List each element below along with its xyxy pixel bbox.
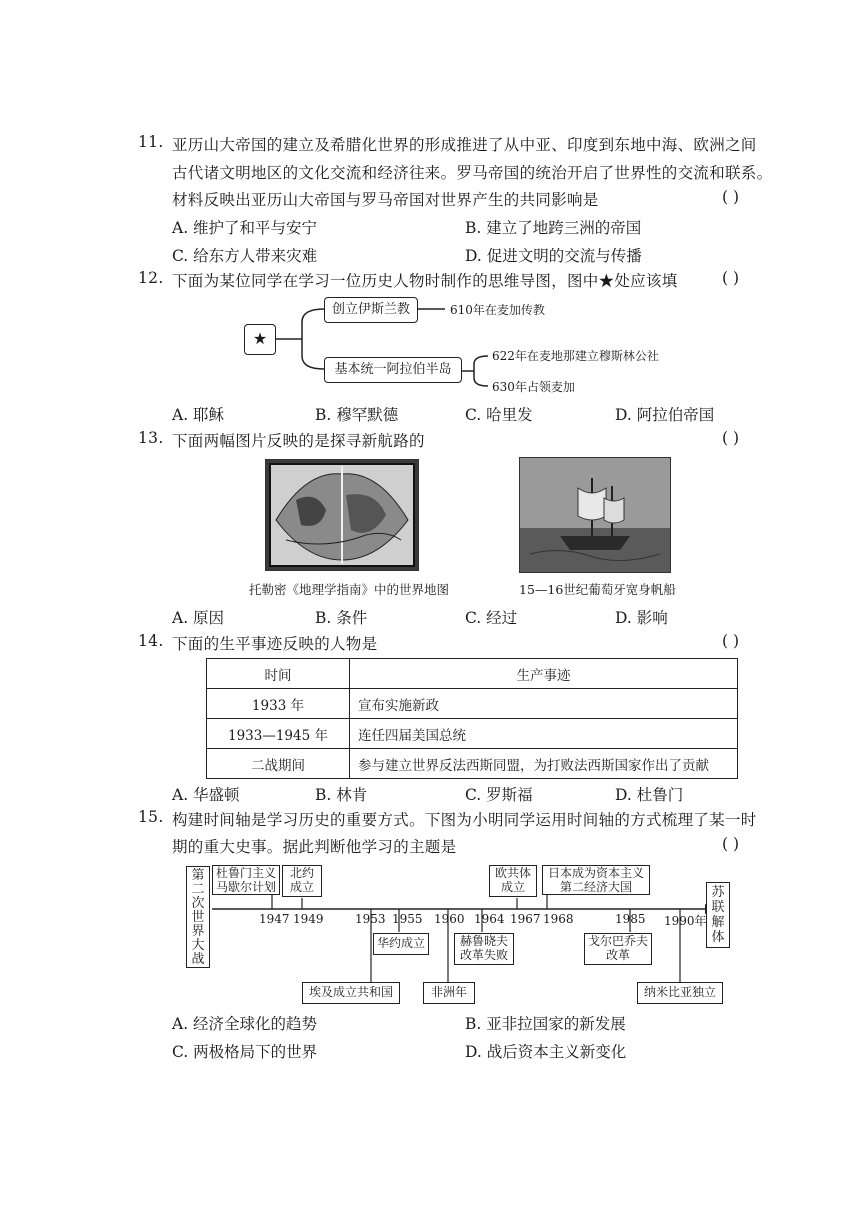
q12-option-c: C. 哈里发: [465, 406, 533, 424]
ship-caption: 15—16世纪葡萄牙宽身帆船: [519, 582, 676, 597]
table-header-row: [207, 659, 738, 689]
map-caption: 托勒密《地理学指南》中的世界地图: [249, 582, 450, 597]
q12-answer-paren: ( ): [722, 269, 740, 287]
q12-node2-note2: 630年占领麦加: [492, 380, 575, 394]
year-1953: 1953: [355, 912, 386, 926]
q11-option-c: C. 给东方人带来灾难: [172, 247, 318, 265]
event-japan-economy: 日本成为资本主义 第二经济大国: [542, 865, 650, 895]
q15-line1: 构建时间轴是学习历史的重要方式。下图为小明同学运用时间轴的方式梳理了某一时: [172, 811, 757, 829]
event-africa-year: 非洲年: [423, 982, 475, 1004]
year-1968: 1968: [543, 912, 574, 926]
biography-table: [206, 658, 738, 779]
year-1960: 1960: [434, 912, 465, 926]
q15-option-c: C. 两极格局下的世界: [172, 1043, 318, 1061]
year-1985: 1985: [615, 912, 646, 926]
event-nato: 北约 成立: [282, 865, 322, 897]
q15-option-b: B. 亚非拉国家的新发展: [465, 1015, 626, 1033]
portuguese-carrack-ship-image: [519, 457, 671, 573]
table-row: [207, 689, 738, 719]
table-cell-time: 1933 年: [207, 689, 350, 719]
q14-option-a: A. 华盛顿: [172, 786, 240, 804]
year-1955: 1955: [392, 912, 423, 926]
event-namibia-independence: 纳米比亚独立: [637, 982, 723, 1004]
q12-node-arabia: 基本统一阿拉伯半岛: [324, 357, 462, 383]
year-1947: 1947: [259, 912, 290, 926]
q15-option-d: D. 战后资本主义新变化: [465, 1043, 627, 1061]
table-row: [207, 749, 738, 779]
q14-option-b: B. 林肯: [315, 786, 368, 804]
q11-option-d: D. 促进文明的交流与传播: [465, 247, 642, 265]
year-1964: 1964: [474, 912, 505, 926]
event-warsaw-pact: 华约成立: [373, 933, 429, 955]
table-row: [207, 719, 738, 749]
q12-node2-note1: 622年在麦地那建立穆斯林公社: [492, 349, 659, 363]
q15-number: 15.: [138, 808, 164, 826]
table-cell-deed: 参与建立世界反法西斯同盟，为打败法西斯国家作出了贡献: [350, 749, 738, 779]
q14-option-c: C. 罗斯福: [465, 786, 533, 804]
q12-node-islam: 创立伊斯兰教: [324, 297, 418, 323]
year-1990: 1990年: [664, 914, 707, 928]
q11-option-b: B. 建立了地跨三洲的帝国: [465, 219, 642, 237]
q11-number: 11.: [138, 133, 164, 151]
table-cell-deed: 宣布实施新政: [350, 689, 738, 719]
timeline-end-ussr-dissolution: 苏联解体: [706, 882, 730, 948]
q11-line3: 材料反映出亚历山大帝国与罗马帝国对世界产生的共同影响是: [172, 191, 599, 209]
q15-answer-paren: ( ): [722, 835, 740, 853]
table-cell-time: 二战期间: [207, 749, 350, 779]
ptolemy-world-map-image: [265, 459, 419, 571]
q13-option-d: D. 影响: [615, 609, 668, 627]
q12-node1-note: 610年在麦加传教: [450, 303, 545, 317]
q13-option-a: A. 原因: [172, 609, 225, 627]
year-1967: 1967: [510, 912, 541, 926]
year-1949: 1949: [293, 912, 324, 926]
q12-option-a: A. 耶稣: [172, 406, 225, 424]
q13-text: 下面两幅图片反映的是探寻新航路的: [172, 432, 425, 450]
table-header-time: 时间: [207, 659, 350, 689]
q11-line2: 古代诸文明地区的文化交流和经济往来。罗马帝国的统治开启了世界性的交流和联系。: [172, 164, 773, 182]
q14-answer-paren: ( ): [722, 632, 740, 650]
q11-line1: 亚历山大帝国的建立及希腊化世界的形成推进了从中亚、印度到东地中海、欧洲之间: [172, 136, 757, 154]
q14-text: 下面的生平事迹反映的人物是: [172, 635, 378, 653]
q13-option-c: C. 经过: [465, 609, 518, 627]
event-khrushchev-reform: 赫鲁晓夫 改革失败: [454, 933, 514, 965]
q11-option-a: A. 维护了和平与安宁: [172, 219, 318, 237]
event-ec: 欧共体 成立: [489, 865, 537, 897]
q13-answer-paren: ( ): [722, 429, 740, 447]
q11-answer-paren: ( ): [722, 188, 740, 206]
table-cell-time: 1933—1945 年: [207, 719, 350, 749]
q12-number: 12.: [138, 269, 164, 287]
event-truman-marshall: 杜鲁门主义 马歇尔计划: [212, 865, 280, 895]
table-header-deeds: 生产事迹: [350, 659, 738, 689]
q13-option-b: B. 条件: [315, 609, 368, 627]
q14-number: 14.: [138, 632, 164, 650]
timeline-start-wwii: 第二次世界大战: [186, 866, 210, 968]
q12-star-node: ★: [244, 324, 276, 355]
event-egypt-republic: 埃及成立共和国: [302, 982, 400, 1004]
q14-option-d: D. 杜鲁门: [615, 786, 684, 804]
q12-option-b: B. 穆罕默德: [315, 406, 399, 424]
table-cell-deed: 连任四届美国总统: [350, 719, 738, 749]
q12-text: 下面为某位同学在学习一位历史人物时制作的思维导图，图中★处应该填: [172, 272, 678, 290]
q13-number: 13.: [138, 429, 164, 447]
q15-option-a: A. 经济全球化的趋势: [172, 1015, 318, 1033]
q15-line2: 期的重大史事。据此判断他学习的主题是: [172, 838, 457, 856]
q12-option-d: D. 阿拉伯帝国: [615, 406, 715, 424]
event-gorbachev-reform: 戈尔巴乔夫 改革: [584, 933, 652, 965]
